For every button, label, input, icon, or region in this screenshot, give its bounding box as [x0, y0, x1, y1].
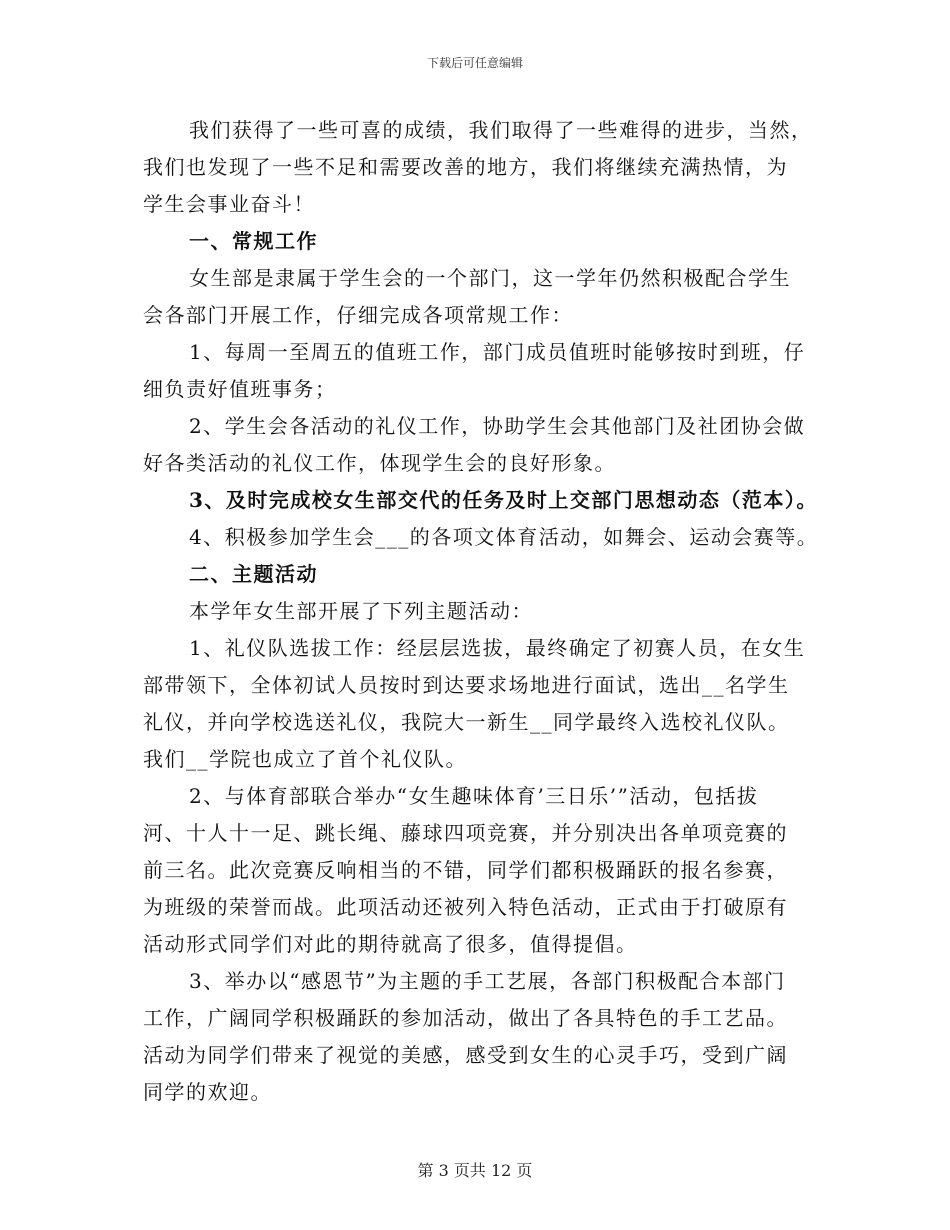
- text-line: 女生部是隶属于学生会的一个部门，这一学年仍然积极配合学生: [189, 266, 791, 290]
- text-line: 前三名。此次竞赛反响相当的不错，同学们都积极踊跃的报名参赛，: [143, 858, 788, 882]
- text-line: 活动为同学们带来了视觉的美感，感受到女生的心灵手巧，受到广阔: [143, 1043, 788, 1067]
- text-line: 为班级的荣誉而战。此项活动还被列入特色活动，正式由于打破原有: [143, 895, 788, 919]
- text-line: 好各类活动的礼仪工作，体现学生会的良好形象。: [143, 451, 616, 475]
- page-header: 下载后可任意编辑: [426, 56, 523, 70]
- text-line: 我们__学院也成立了首个礼仪队。: [143, 747, 467, 771]
- section-heading: 3、及时完成校女生部交代的任务及时上交部门思想动态（范本）。: [189, 488, 818, 512]
- text-line: 1、礼仪队选拔工作：经层层选拔，最终确定了初赛人员，在女生: [189, 636, 806, 660]
- text-line: 活动形式同学们对此的期待就高了很多，值得提倡。: [143, 932, 638, 956]
- document-body: [143, 112, 823, 1111]
- text-line: 会各部门开展工作，仔细完成各项常规工作：: [143, 303, 573, 327]
- text-line: 部带领下，全体初试人员按时到达要求场地进行面试，选出__名学生: [143, 673, 790, 697]
- text-line: 1、每周一至周五的值班工作，部门成员值班时能够按时到班，仔: [189, 340, 806, 364]
- text-line: 2、与体育部联合举办“女生趣味体育’三日乐’”活动，包括拔: [189, 784, 759, 808]
- text-line: 礼仪，并向学校选送礼仪，我院大一新生__同学最终入选校礼仪队。: [143, 710, 790, 734]
- text-line: 4、积极参加学生会___的各项文体育活动，如舞会、运动会赛等。: [189, 525, 819, 549]
- text-line: 本学年女生部开展了下列主题活动：: [189, 599, 533, 623]
- text-line: 我们获得了一些可喜的成绩，我们取得了一些难得的进步，当然，: [189, 118, 813, 142]
- text-line: 河、十人十一足、跳长绳、藤球四项竞赛，并分别决出各单项竞赛的: [143, 821, 788, 845]
- text-line: 2、学生会各活动的礼仪工作，协助学生会其他部门及社团协会做: [189, 414, 806, 438]
- text-line: 我们也发现了一些不足和需要改善的地方，我们将继续充满热情，为: [143, 155, 788, 179]
- page-footer: 第 3 页共 12 页: [417, 1161, 533, 1180]
- section-heading: 二、主题活动: [189, 562, 318, 586]
- text-line: 学生会事业奋斗！: [143, 192, 315, 216]
- section-heading: 一、常规工作: [189, 229, 318, 253]
- text-line: 工作，广阔同学积极踊跃的参加活动，做出了各具特色的手工艺品。: [143, 1006, 788, 1030]
- text-line: 细负责好值班事务；: [143, 377, 337, 401]
- text-line: 3、举办以“感恩节”为主题的手工艺展，各部门积极配合本部门: [189, 969, 786, 993]
- text-line: 同学的欢迎。: [143, 1080, 272, 1104]
